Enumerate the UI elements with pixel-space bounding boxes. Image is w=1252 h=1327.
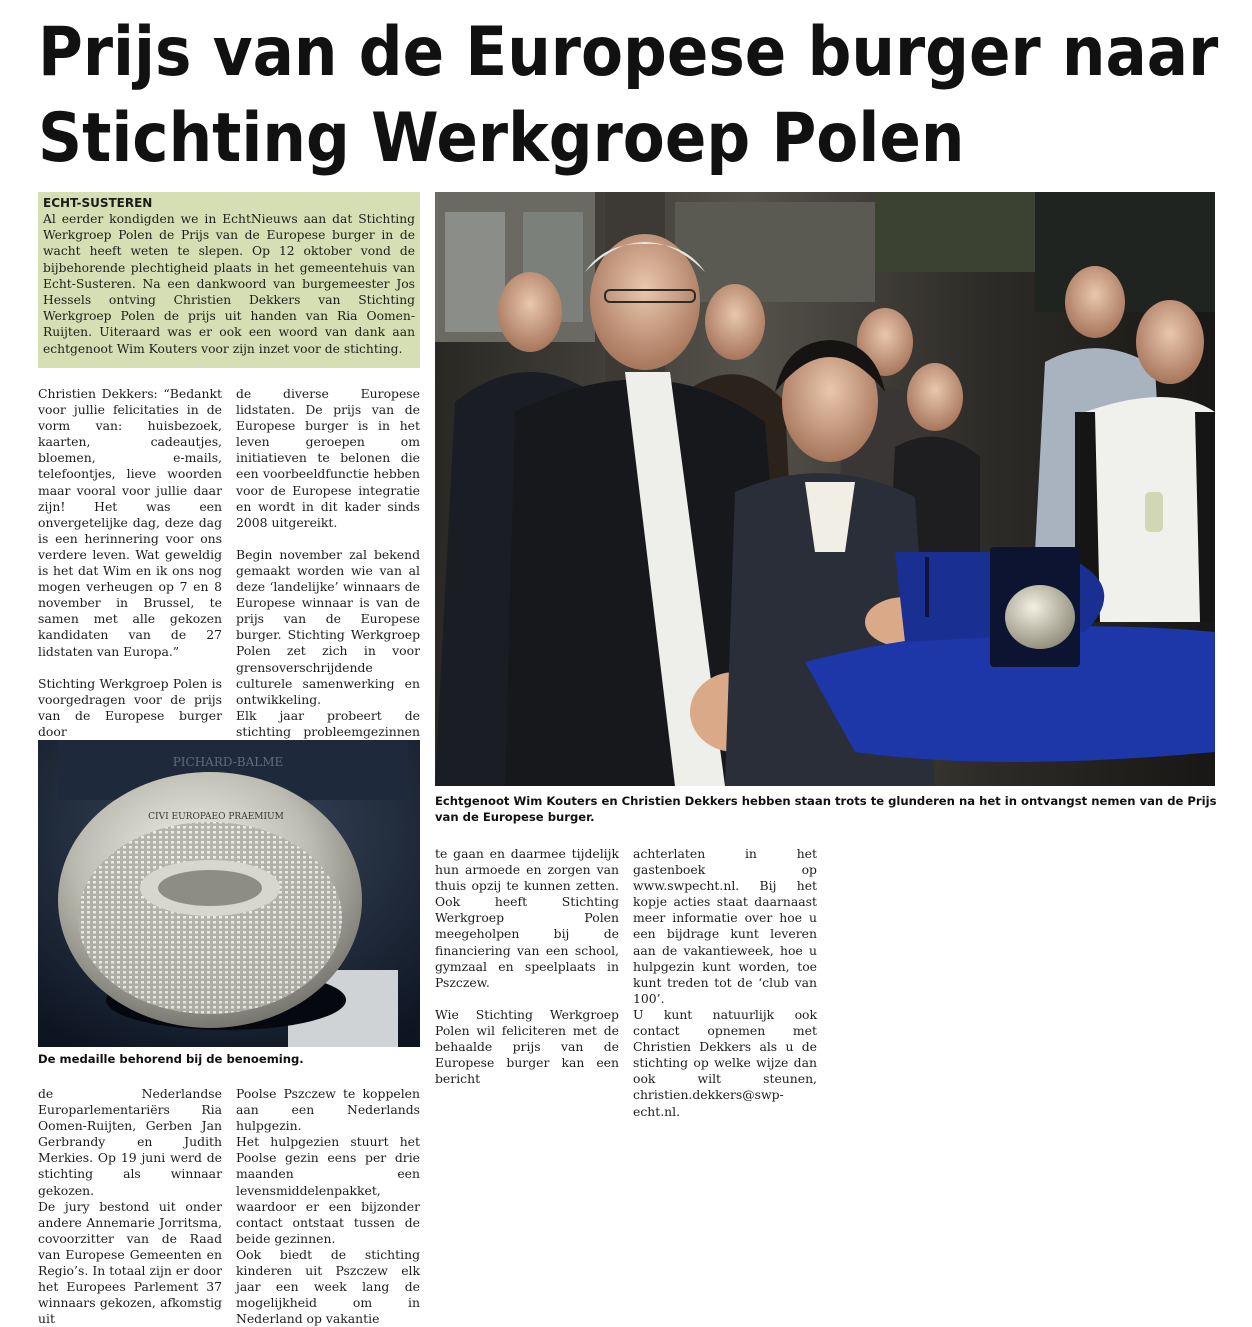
- ceremony-caption: Echtgenoot Wim Kouters en Christien Dekkers hebben staan trots te glunderen na het in ontvangst nemen van de Prijs van de Europese burger.: [435, 794, 1217, 824]
- article-headline: [38, 10, 1219, 182]
- intro-box: [38, 192, 420, 368]
- paragraph: de Nederlandse Europarlementariërs Ria Oomen-Ruijten, Gerben Jan Gerbrandy en Judith Merkies. Op 19 juni werd de stichting als winnaar gekozen.: [38, 1086, 222, 1198]
- column-3: [435, 846, 619, 1087]
- paragraph: achterlaten in het gastenboek op www.swpecht.nl. Bij het kopje acties staat daarnaast meer informatie over hoe u een bijdrage kunt leveren aan de vakantieweek, hoe u hulpgezin kunt worden, toe kunt treden tot de ‘club van 100’.: [633, 846, 817, 1006]
- column-4: [633, 846, 817, 1120]
- column-2-bottom: [236, 1086, 420, 1327]
- column-2-top: [236, 386, 420, 756]
- paragraph: De jury bestond uit onder andere Annemarie Jorritsma, covoorzitter van de Raad van Europese Gemeenten en Regio’s. In totaal zijn er door het Europees Parlement 37 winnaars gekozen, afkomstig uit: [38, 1198, 222, 1327]
- dateline: ECHT-SUSTEREN: [43, 196, 153, 210]
- column-1-bottom: [38, 1086, 222, 1327]
- ceremony-image: [435, 192, 1215, 786]
- paragraph: Poolse Pszczew te koppelen aan een Nederlands hulpgezin.: [236, 1086, 420, 1134]
- paragraph: Ook biedt de stichting kinderen uit Pszczew elk jaar een week lang de mogelijkheid om in Nederland op vakantie: [236, 1246, 420, 1327]
- case-text: PICHARD-BALME: [172, 755, 284, 769]
- paragraph: Begin november zal bekend gemaakt worden wie van al deze ‘landelijke’ winnaars de Europese winnaar is van de prijs van de Europese burger. Stichting Werkgroep Polen zet zich in voor grensoverschrijdende culturele samenwerking en ontwikkeling.: [236, 546, 420, 707]
- column-1-top: [38, 386, 222, 740]
- intro-text: Al eerder kondigden we in EchtNieuws aan dat Stichting Werkgroep Polen de Prijs van de Europese burger in de wacht heeft weten te slepen. Op 12 oktober vond de bijbehorende plechtigheid plaats in het gemeentehuis van Echt-Susteren. Na een dankwoord van burgemeester Jos Hessels ontving Christien Dekkers van Stichting Werkgroep Polen de prijs uit handen van Ria Oomen-Ruijten. Uiteraard was er ook een woord van dank aan echtgenoot Wim Kouters voor zijn inzet voor de stichting.: [43, 212, 415, 356]
- medal-image: [38, 740, 420, 1047]
- paragraph: Stichting Werkgroep Polen is voorgedragen voor de prijs van de Europese burger door: [38, 675, 222, 739]
- headline-line-2: Stichting Werkgroep Polen: [38, 99, 965, 178]
- paragraph: Het hulpgezien stuurt het Poolse gezin eens per drie maanden een levensmiddelenpakket, waardoor er een bijzonder contact ontstaat tussen de beide gezinnen.: [236, 1134, 420, 1246]
- headline-line-1: Prijs van de Europese burger naar: [38, 13, 1219, 92]
- paragraph: Christien Dekkers: “Bedankt voor jullie felicitaties in de vorm van: huisbezoek, kaarten, cadeautjes, bloemen, e-mails, telefoontjes, lieve woorden maar vooral voor jullie daar zijn! Het was een onvergetelijke dag, deze dag is een herinnering voor ons verdere leven. Wat geweldig is het dat Wim en ik ons nog mogen verheugen op 7 en 8 november in Brussel, te samen met alle gekozen kandidaten van de 27 lidstaten van Europa.”: [38, 386, 222, 659]
- paragraph: Wie Stichting Werkgroep Polen wil feliciteren met de behaalde prijs van de Europese burger kan een bericht: [435, 1006, 619, 1087]
- medal-caption: De medaille behorend bij de benoeming.: [38, 1052, 304, 1066]
- paragraph: de diverse Europese lidstaten. De prijs van de Europese burger is in het leven geroepen om initiatieven te belonen die een voorbeeldfunctie hebben voor de Europese integratie en wordt in dit kader sinds 2008 uitgereikt.: [236, 386, 420, 530]
- paragraph: Elk jaar probeert de stichting probleemgezinnen: [236, 707, 420, 739]
- medal-text: CIVI EUROPAEO PRAEMIUM: [148, 812, 284, 822]
- ceremony-photo: [435, 192, 1215, 786]
- paragraph: U kunt natuurlijk ook contact opnemen met Christien Dekkers als u de stichting op welke wijze dan ook wilt steunen, christien.dekkers@swp-echt.nl.: [633, 1006, 817, 1119]
- medal-photo: [38, 740, 420, 1047]
- paragraph: te gaan en daarmee tijdelijk hun armoede en zorgen van thuis opzij te kunnen zetten. Ook heeft Stichting Werkgroep Polen meegeholpen bij de financiering van een school, gymzaal en speelplaats in Pszczew.: [435, 846, 619, 990]
